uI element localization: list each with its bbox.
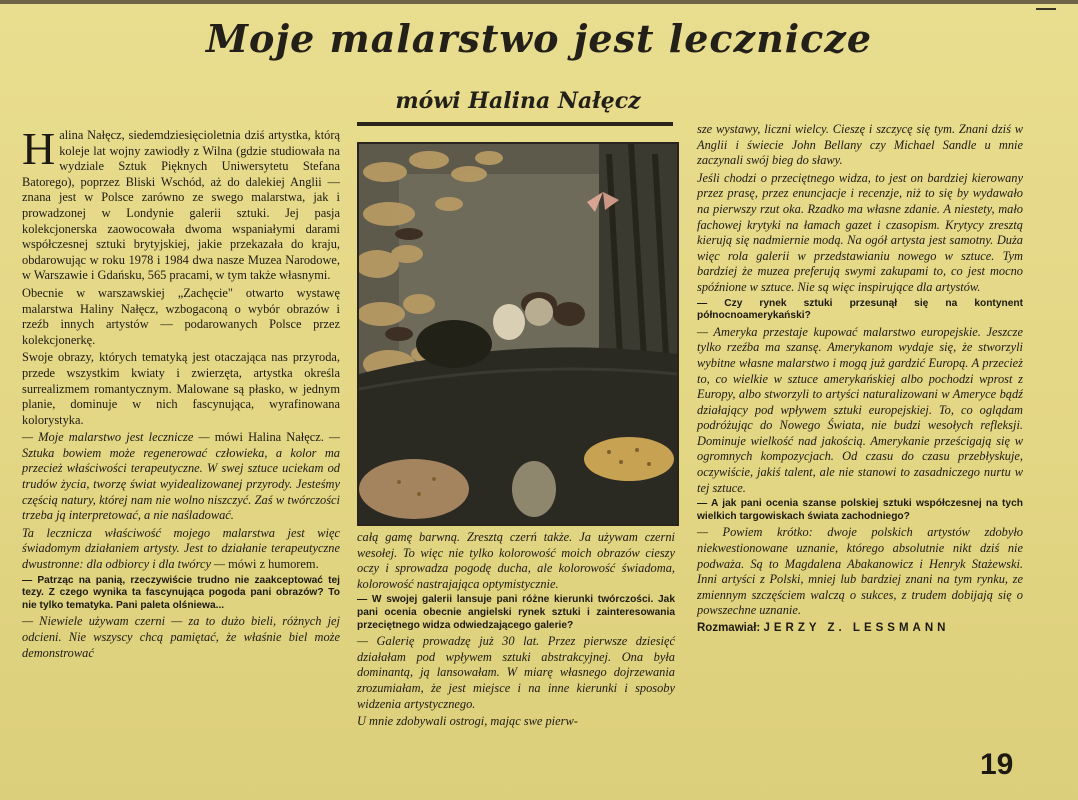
interview-question: — Patrząc na panią, rzeczywiście trudno nie zaakceptować tej tezy. Z czego wynika ta fascynująca pogoda pani obrazów? To nie tylko tematyka. Pani paleta olśniewa...: [22, 574, 340, 611]
corner-mark: [1036, 8, 1056, 10]
painting-image: [357, 142, 679, 526]
lead-text: alina Nałęcz, siedemdziesięcioletnia dziś artystka, którą koleje lat wojny zawiodły z Wilna (gdzie studiowała na wydziale Sztuk Pięknych Uniwersytetu Stefana Batorego), poprzez Bliski Wschód, aż do dalekiej Anglii — znana jest w Polsce zarówno ze swego malarstwa, jak i prowadzonej w Londynie galerii sztuki. Jej pasja kolekcjonerska zaowocowała dwoma wspaniałymi darami współczesnej sztuki brytyjskiej, jakie przekazała do kraju, obdarowując w roku 1978 i 1984 dwa nasze Muzea Narodowe, w Warszawie i Gdańsku, 565 pracami, w tym także własnymi.: [22, 128, 340, 283]
drop-cap: H: [22, 123, 56, 174]
article-title: Moje malarstwo jest lecznicze: [205, 16, 873, 61]
answer-paragraph: — Galerię prowadzę już 30 lat. Przez pierwsze dziesięć działałam pod wpływem sztuki abstrakcyjnej. Ona była dominantą, ją lansowałam. W miarę własnego dojrzewania zrozumiałam, że jest miejsce i na inne kierunki i sposoby widzenia artystycznego.: [357, 634, 675, 711]
interview-question: — A jak pani ocenia szanse polskiej sztuki współczesnej na tych wielkich targowiskach świata zachodniego?: [697, 498, 1023, 522]
interview-question: — Czy rynek sztuki przesunął się na kontynent północnoamerykański?: [697, 297, 1023, 322]
answer-paragraph: — Powiem krótko: dwoje polskich artystów zdobyło niekwestionowane uznanie, którego absolutnie nikt dziś nie podważa. Są to Magdalena Abakanowicz i Henryk Stażewski. Inni artyści z Polski, mniej lub bardziej znani na tym rynku, ze zmiennym szczęściem walczą o sukces, z trudem dobijają się o powszechne uznanie.: [697, 525, 1023, 618]
interviewer-name: JERZY Z. LESSMANN: [763, 622, 950, 634]
answer-paragraph: U mnie zdobywali ostrogi, mając swe pierw-: [357, 714, 578, 729]
quote-paragraph: [22, 430, 340, 524]
column-2: [357, 530, 675, 732]
top-border: [0, 0, 1078, 4]
paragraph: Swoje obrazy, których tematyką jest otaczająca nas przyroda, przede wszystkim kwiaty i zwierzęta, artystka określa surrealizmem romantycznym. Malowane są płasko, w jednym planie, dominuje w nich fascynująca, wyrafinowana kolorystyka.: [22, 350, 340, 427]
attribution: mówi Halina Nałęcz.: [209, 430, 329, 445]
paragraph: Obecnie w warszawskiej „Zachęcie" otwarto wystawę malarstwa Haliny Nałęcz, wzbogaconą o wybór obrazów i rzeźb innych artystów — podarowanych Polsce przez kolekcjonerkę.: [22, 285, 340, 347]
answer-paragraph: sze wystawy, liczni wielcy. Cieszę i szczycę się tym. Znani dziś w Anglii i świecie John Bellany czy Michael Sandle u mnie zaczynali swój bieg do sławy.: [697, 122, 1023, 168]
quote-text: — Sztuka bowiem może regenerować człowieka, a kolor ma przecież właściwości terapeutyczne. W swej sztuce uciekam od trudów życia, tworzę świat wyidealizowanej przyrody. Jesteśmy częścią natury, której nam nie wolno niszczyć. Zaś w twórczości trzeba ją interpretować, a nie naśladować.: [22, 430, 340, 523]
answer-paragraph: — Ameryka przestaje kupować malarstwo europejskie. Jeszcze tylko rzeźba ma szansę. Amerykanom wydaje się, że stworzyli wybitne własne malarstwo i mogą już gardzić Europą. A przecież to, co wielkie w sztuce amerykańskiej albo pochodzi wprost z Europy, albo stworzyli to artyści naturalizowani w Ameryce bądź działający pod wpływem sztuki europejskiej. To, co oglądam podróżując do Nowego Świata, nie budzi wesołych refleksji. Dominuje wielkość nad jakością. Amerykanie prześcigają się w ogromnych kompozycjach. Od czasu do czasu przebłyskuje, oczywiście, jakiś talent, ale nie stanowi to zasadniczego nurtu w tej sztuce.: [697, 324, 1023, 495]
interview-question: — W swojej galerii lansuje pani różne kierunki twórczości. Jak pani ocenia obecnie angielski rynek sztuki i zainteresowania przeciętnego widza odwiedzającego galerie?: [357, 594, 675, 631]
page-number: 19: [980, 748, 1014, 781]
answer-paragraph: całą gamę barwną. Zresztą czerń także. Ja używam czerni wesołej. To więc nie tylko kolorowość moich obrazów cieszy oczy i sprowadza pogodę ducha, ale kolorowość świadoma, kolorowość nastrajająca optymistycznie.: [357, 530, 675, 591]
attribution: mówi z humorem.: [225, 557, 319, 572]
quote-paragraph: [22, 526, 340, 573]
quote-text: — Moje malarstwo jest lecznicze —: [22, 430, 210, 445]
answer-paragraph: Jeśli chodzi o przeciętnego widza, to jest on bardziej kierowany przez prasę, przez enuncjacje i recenzje, niż to się by wydawało na pierwszy rzut oka. Rzadko ma własne zdanie. A niestety, mało fachowej krytyki na łamach gazet i czasopism. Krytycy zresztą kierują się nadmiernie modą. Na ogół artysta jest samotny. Duża więc rola galerii w przedstawianiu nowego w sztuce. Tym bardziej że muzea preferują swymi zakupami to, co jest mocno spóźnione w sztuce. Nie są więc inspirujące dla artystów.: [697, 170, 1023, 294]
column-1: [22, 123, 340, 663]
column-3: [697, 122, 1023, 639]
title-rule: [357, 122, 673, 126]
article-subtitle: mówi Halina Nałęcz: [395, 88, 641, 114]
interviewer-credit: [697, 621, 1023, 637]
interviewer-label: Rozmawiał:: [697, 622, 761, 634]
paragraph: [22, 123, 340, 284]
painting-illustration: [359, 144, 677, 524]
quote-text: Ta lecznicza właściwość mojego malarstwa jest więc świadomym działaniem artysty. Jest to działanie terapeutyczne dwustronne: dla odbiorcy i dla twórcy —: [22, 525, 340, 572]
answer-paragraph: — Niewiele używam czerni — za to dużo bieli, różnych jej odcieni. Nie wszyscy chcą pamiętać, że właśnie biel może demonstrować: [22, 614, 340, 660]
